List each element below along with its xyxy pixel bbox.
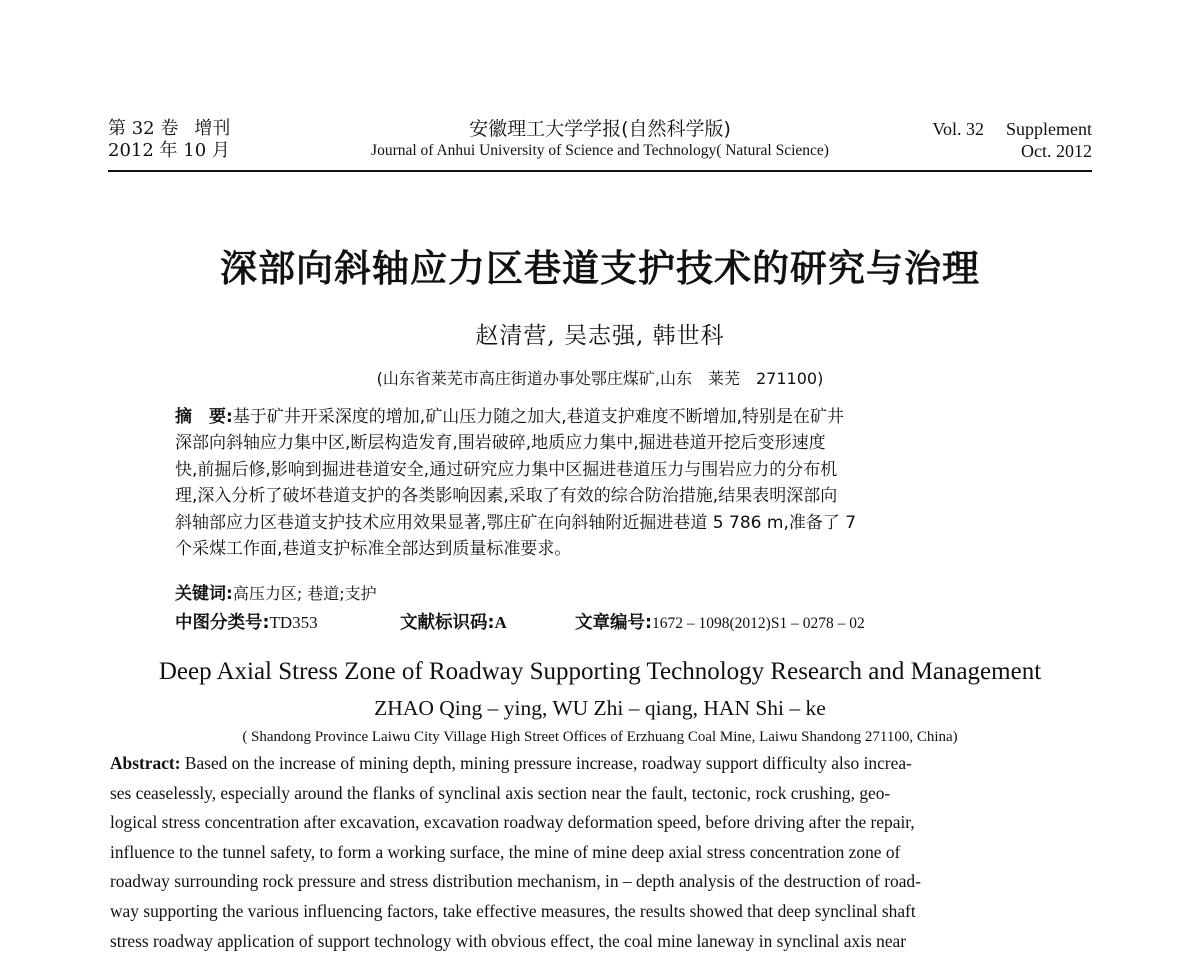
keywords-label: 关键词: bbox=[175, 584, 233, 604]
abstract-cn-line: 深部向斜轴应力集中区,断层构造发育,围岩破碎,地质应力集中,掘进巷道开挖后变形速度 bbox=[175, 433, 826, 454]
doc-code-value: A bbox=[494, 613, 507, 632]
authors-en: ZHAO Qing – ying, WU Zhi – qiang, HAN Shi – ke bbox=[374, 696, 826, 720]
authors-cn: 赵清营, 吴志强, 韩世科 bbox=[475, 323, 725, 349]
volume-line-cn bbox=[108, 118, 230, 140]
journal-name-en: Journal of Anhui University of Science and Technology( Natural Science) bbox=[371, 142, 829, 159]
abstract-cn-line: 摘 要:基于矿井开采深度的增加,矿山压力随之加大,巷道支护难度不断增加,特别是在矿井 bbox=[175, 407, 845, 427]
doc-code-label: 文献标识码: bbox=[400, 613, 495, 633]
abstract-en-line: ses ceaselessly, especially around the flanks of synclinal axis section near the fault, tectonic, rock crushing, geo- bbox=[110, 782, 891, 803]
volume-en: Vol. 32 bbox=[932, 119, 984, 139]
abstract-en-line: way supporting the various influencing factors, take effective measures, the results showed that deep synclinal shaft bbox=[110, 900, 916, 921]
abstract-en-label: Abstract: bbox=[110, 753, 181, 773]
abstract-cn-line: 理,深入分析了破坏巷道支护的各类影响因素,采取了有效的综合防治措施,结果表明深部向 bbox=[175, 486, 838, 507]
keywords-value: 高压力区; 巷道;支护 bbox=[232, 584, 377, 603]
article-no-value: 1672 – 1098(2012)S1 – 0278 – 02 bbox=[652, 615, 865, 632]
abstract-cn-label: 摘 要: bbox=[175, 407, 233, 427]
abstract-cn-line: 快,前掘后修,影响到掘进巷道安全,通过研究应力集中区掘进巷道压力与围岩应力的分布机 bbox=[175, 459, 838, 480]
clc-label: 中图分类号: bbox=[175, 613, 270, 633]
issue-info-en bbox=[932, 118, 1092, 162]
date-cn: 2012 年 10 月 bbox=[108, 140, 230, 161]
date-en: Oct. 2012 bbox=[1021, 141, 1092, 161]
journal-name-cn: 安徽理工大学学报(自然科学版) bbox=[469, 118, 731, 140]
affiliation-en: ( Shandong Province Laiwu City Village High Street Offices of Erzhuang Coal Mine, Laiwu Shandong 271100, China) bbox=[242, 729, 958, 745]
article-title-en: Deep Axial Stress Zone of Roadway Supporting Technology Research and Management bbox=[158, 658, 1042, 685]
abstract-en-line: Abstract: Based on the increase of mining depth, mining pressure increase, roadway support difficulty also increa- bbox=[110, 753, 912, 773]
abstract-cn bbox=[175, 404, 1035, 562]
keywords-cn bbox=[175, 583, 377, 605]
volume-cn: 第 32 卷 bbox=[108, 118, 179, 139]
header-rule bbox=[108, 170, 1092, 172]
abstract-cn-line: 个采煤工作面,巷道支护标准全部达到质量标准要求。 bbox=[175, 538, 572, 559]
journal-name bbox=[328, 118, 872, 162]
issue-cn: 增刊 bbox=[194, 118, 231, 139]
abstract-en bbox=[110, 749, 1094, 956]
clc-value: TD353 bbox=[269, 613, 318, 632]
supplement-label: Supplement bbox=[1006, 119, 1092, 139]
abstract-en-line: logical stress concentration after excavation, excavation roadway deformation speed, before driving after the repair, bbox=[110, 812, 915, 833]
classification-line bbox=[175, 611, 865, 635]
issue-info bbox=[108, 118, 230, 162]
article-title-cn: 深部向斜轴应力区巷道支护技术的研究与治理 bbox=[220, 246, 980, 290]
abstract-en-line: influence to the tunnel safety, to form a working surface, the mine of mine deep axial stress concentration zone of bbox=[110, 841, 901, 862]
article-no-label: 文章编号: bbox=[575, 613, 652, 633]
abstract-en-line: stress roadway application of support technology with obvious effect, the coal mine laneway in synclinal axis near bbox=[110, 930, 907, 951]
abstract-en-line: roadway surrounding rock pressure and stress distribution mechanism, in – depth analysis of the destruction of road- bbox=[110, 871, 921, 892]
running-header bbox=[108, 118, 1092, 170]
affiliation-cn: (山东省莱芜市高庄街道办事处鄂庄煤矿,山东 莱芜 271100) bbox=[376, 369, 824, 388]
abstract-cn-line: 斜轴部应力区巷道支护技术应用效果显著,鄂庄矿在向斜轴附近掘进巷道 5 786 m,准备了 7 bbox=[175, 512, 857, 533]
